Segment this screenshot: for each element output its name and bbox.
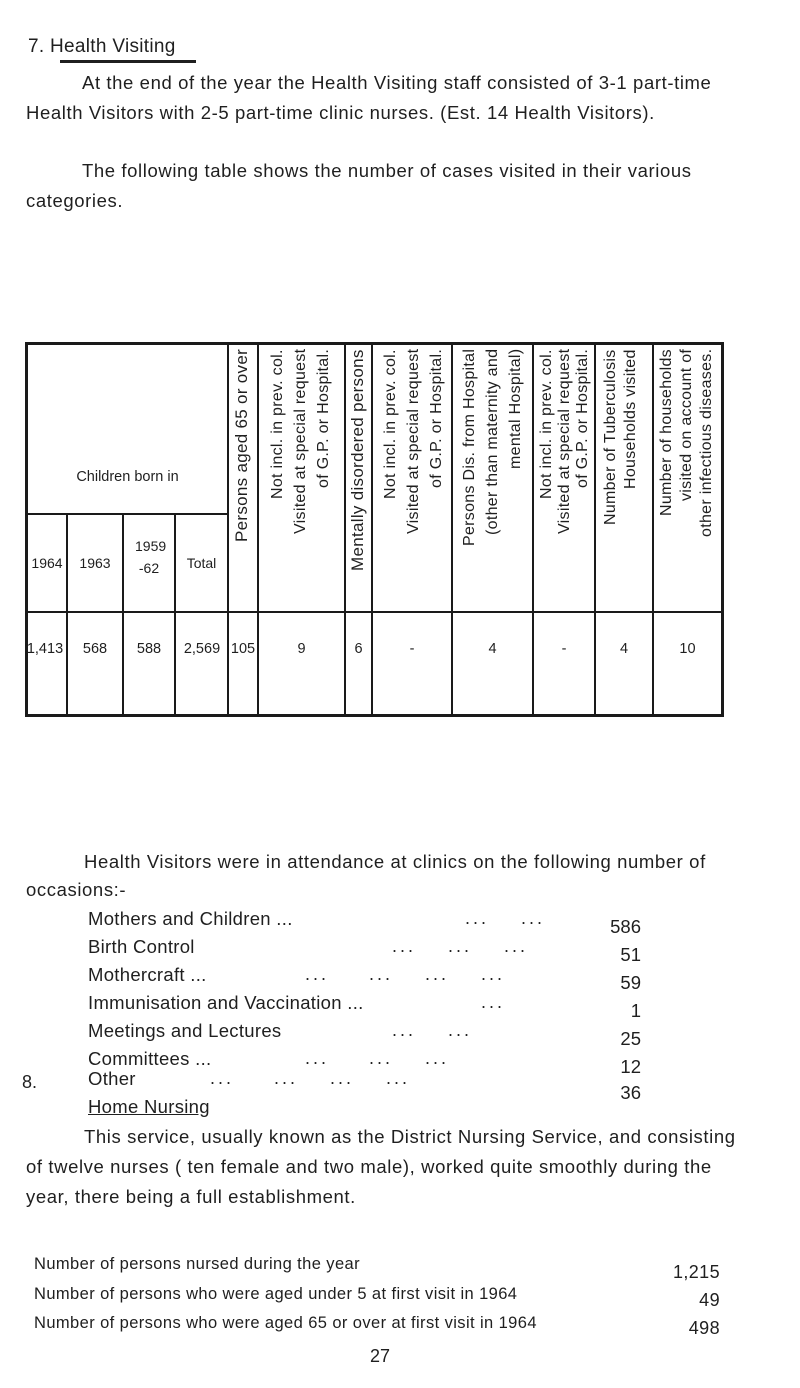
value-gp-request-2: -: [409, 641, 415, 657]
attendance-value-5: 12: [620, 1056, 641, 1077]
table-intro-paragraph: The following table shows the number of cases visited in their various categories.: [26, 160, 692, 211]
value-total: 2,569: [183, 641, 221, 657]
leader-dots: ... ... ...: [305, 1048, 450, 1068]
leader-dots: ... ... ... ...: [210, 1068, 411, 1088]
mentally-disordered-header: Mentally disordered persons: [348, 349, 367, 571]
value-1963: 568: [82, 641, 108, 657]
year-1963-header: 1963: [79, 555, 111, 571]
value-aged-65: 105: [230, 641, 256, 657]
gp-request-header-2: Not incl. in prev. col. Visited at special request of G.P. or Hospital.: [382, 349, 445, 535]
children-born-header: Children born in: [76, 469, 179, 485]
value-tuberculosis: 4: [619, 641, 629, 657]
stat-value-2: 498: [688, 1318, 720, 1338]
year-1959-62-header: 1959 -62: [135, 538, 167, 576]
year-1964-header: 1964: [31, 555, 63, 571]
leader-dots: ...: [481, 992, 506, 1012]
section-7-heading: 7. Health Visiting: [28, 36, 176, 57]
stat-label-1: Number of persons who were aged under 5 at first visit in 1964: [34, 1285, 518, 1303]
section-8-number: 8.: [22, 1072, 38, 1092]
value-mentally-disordered: 6: [354, 641, 363, 657]
gp-request-header-3: Not incl. in prev. col. Visited at special request of G.P. or Hospital.: [538, 349, 591, 535]
staff-paragraph: At the end of the year the Health Visiting staff consisted of 3-1 part-time Health Visitors with 2-5 part-time clinic nurses. (Est. 14 Health Visitors).: [26, 72, 712, 123]
value-gp-request-3: -: [561, 641, 567, 657]
leader-dots: ... ...: [392, 1020, 473, 1040]
attendance-value-3: 1: [630, 1000, 641, 1021]
infectious-diseases-header: Number of households visited on account of other infectious diseases.: [658, 349, 715, 538]
leader-dots: ... ...: [465, 908, 546, 928]
value-infectious: 10: [679, 641, 696, 657]
attendance-label-6: Other: [88, 1068, 136, 1089]
attendance-label-2: Mothercraft ...: [88, 964, 207, 985]
leader-dots: ... ... ... ...: [305, 964, 506, 984]
heading-underline: [60, 60, 196, 63]
value-1959-62: 588: [136, 641, 162, 657]
aged-65-header: Persons aged 65 or over: [232, 349, 251, 543]
attendance-value-1: 51: [620, 944, 641, 965]
attendance-label-3: Immunisation and Vaccination ...: [88, 992, 364, 1013]
stat-value-1: 49: [699, 1290, 720, 1310]
attendance-label-5: Committees ...: [88, 1048, 212, 1069]
attendance-value-6: 36: [620, 1082, 641, 1103]
stat-label-0: Number of persons nursed during the year: [34, 1255, 361, 1273]
attendance-value-0: 586: [610, 916, 641, 937]
home-nursing-paragraph: This service, usually known as the District Nursing Service, and consisting of twelve nurses ( ten female and two male), worked quite smoothly during the year, there being a full establishment.: [26, 1126, 736, 1207]
attendance-value-2: 59: [620, 972, 641, 993]
tuberculosis-header: Number of Tuberculosis Households visited: [602, 349, 639, 525]
gp-request-header-1: Not incl. in prev. col. Visited at special request of G.P. or Hospital.: [269, 349, 332, 535]
section-8-heading: Home Nursing: [88, 1096, 210, 1117]
attendance-label-4: Meetings and Lectures: [88, 1020, 282, 1041]
total-header: Total: [186, 555, 217, 571]
value-gp-request-1: 9: [297, 641, 306, 657]
page-number: 27: [369, 1346, 391, 1366]
cases-visited-table: [25, 342, 724, 717]
leader-dots: ... ... ...: [392, 936, 529, 956]
attendance-label-0: Mothers and Children ...: [88, 908, 293, 929]
value-1964: 1,413: [26, 641, 64, 657]
stat-value-0: 1,215: [672, 1262, 720, 1282]
attendance-intro: Health Visitors were in attendance at clinics on the following number of occasions:-: [26, 851, 706, 900]
hospital-discharge-header: Persons Dis. from Hospital (other than maternity and mental Hospital): [461, 349, 524, 547]
stat-label-2: Number of persons who were aged 65 or over at first visit in 1964: [34, 1314, 537, 1332]
value-hospital-discharge: 4: [488, 641, 497, 657]
attendance-label-1: Birth Control: [88, 936, 195, 957]
attendance-value-4: 25: [620, 1028, 641, 1049]
